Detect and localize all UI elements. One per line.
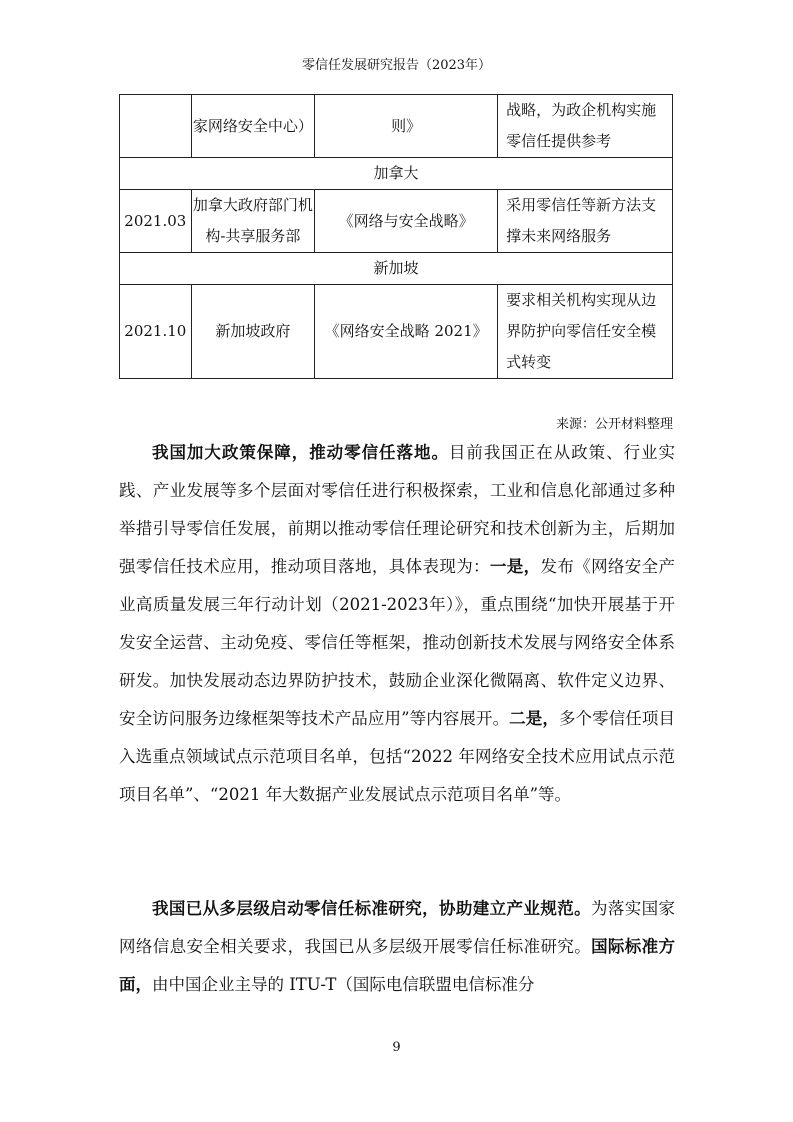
paragraph-lead: 我国加大政策保障，推动零信任落地。: [152, 443, 449, 462]
page-number: 9: [392, 1040, 401, 1055]
running-header: 零信任发展研究报告（2023年）: [301, 58, 492, 73]
description-cell: 要求相关机构实现从边界防护向零信任安全模式转变: [498, 285, 673, 379]
point-label-international: 国际标准方面，: [119, 937, 675, 994]
country-singapore: 新加坡: [120, 253, 673, 285]
org-cell: 新加坡政府: [191, 285, 315, 379]
date-cell: [120, 95, 192, 158]
paragraph-text: 由中国企业主导的 ITU-T（国际电信联盟电信标准分: [152, 975, 535, 994]
document-cell: 则》: [315, 95, 498, 158]
document-cell: 《网络与安全战略》: [315, 190, 498, 253]
date-cell: 2021.10: [120, 285, 192, 379]
policy-table: [119, 94, 673, 379]
table-row: [120, 190, 673, 253]
point-label-first: 一是，: [489, 557, 541, 576]
table-row: [120, 285, 673, 379]
paragraph-text: 多个零信任项目入选重点领域试点示范项目名单，包括“2022 年网络安全技术应用试点示范项目名单”、“2021 年大数据产业发展试点示范项目名单”等。: [119, 709, 676, 804]
paragraph-text: 为落实国家网络信息安全相关要求，我国已从多层级开展零信任标准研究。: [119, 899, 676, 956]
date-cell: 2021.03: [120, 190, 192, 253]
country-canada: 加拿大: [120, 158, 673, 190]
table-source-note: 来源：公开材料整理: [555, 417, 673, 432]
paragraph-lead: 我国已从多层级启动零信任标准研究，协助建立产业规范。: [152, 899, 591, 918]
body-paragraph-policy: [119, 434, 675, 814]
table-row: [120, 95, 673, 158]
org-cell: 加拿大政府部门机构-共享服务部: [191, 190, 315, 253]
paragraph-text: 发布《网络安全产业高质量发展三年行动计划（2021-2023年）》，重点围绕“加快开展基于开发安全运营、主动免疫、零信任等框架，推动创新技术发展与网络安全体系研发。加快发展动态边界防护技术，鼓励企业深化微隔离、软件定义边界、安全访问服务边缘框架等技术产品应用”等内容展开。: [119, 557, 675, 728]
org-cell: 家网络安全中心）: [191, 95, 315, 158]
description-cell: 采用零信任等新方法支撑未来网络服务: [498, 190, 673, 253]
country-row: [120, 158, 673, 190]
point-label-second: 二是，: [509, 709, 559, 728]
document-cell: 《网络安全战略 2021》: [315, 285, 498, 379]
paragraph-text: 目前我国正在从政策、行业实践、产业发展等多个层面对零信任进行积极探索，工业和信息化部通过多种举措引导零信任发展，前期以推动零信任理论研究和技术创新为主，后期加强零信任技术应用，推动项目落地，具体表现为：: [119, 443, 676, 576]
country-row: [120, 253, 673, 285]
description-cell: 战略，为政企机构实施零信任提供参考: [498, 95, 673, 158]
body-paragraph-standards: [119, 890, 675, 1004]
